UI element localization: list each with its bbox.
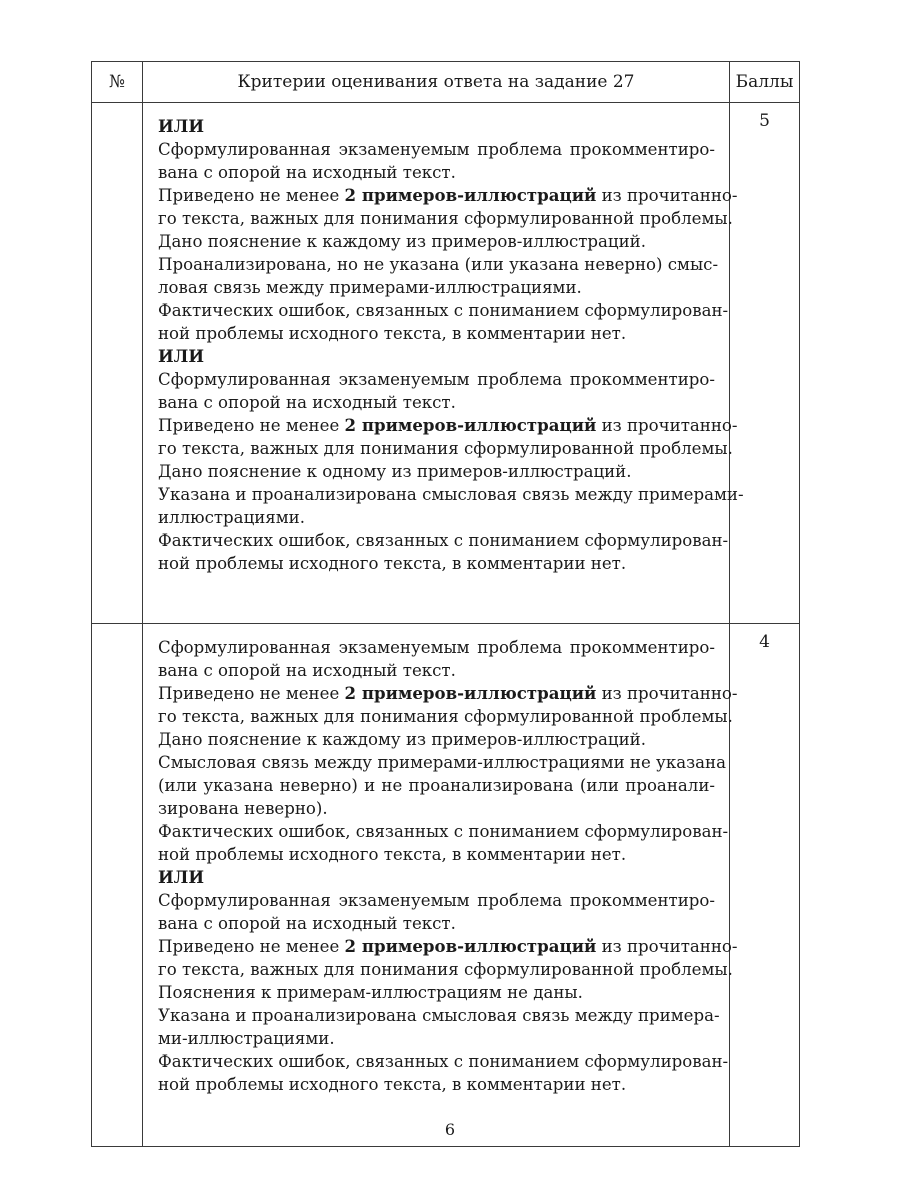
criteria-cell <box>143 103 744 624</box>
criteria-line: Сформулированная экзаменуемым проблема прокомментиро- <box>158 370 715 389</box>
criteria-line: го текста, важных для понимания сформулированной проблемы. <box>158 960 733 979</box>
line-text: Приведено не менее <box>158 937 345 956</box>
page-number: 6 <box>444 1120 456 1139</box>
criteria-line: ной проблемы исходного текста, в комментарии нет. <box>158 554 627 573</box>
criteria-line <box>158 935 738 958</box>
criteria-line: вана с опорой на исходный текст. <box>158 661 456 680</box>
criteria-line: Сформулированная экзаменуемым проблема прокомментиро- <box>158 140 715 159</box>
line-text: из прочитанно- <box>596 186 738 205</box>
line-text: Приведено не менее <box>158 416 345 435</box>
criteria-line: ной проблемы исходного текста, в комментарии нет. <box>158 1075 627 1094</box>
table-header-row <box>92 62 800 103</box>
header-criteria: Критерии оценивания ответа на задание 27 <box>143 62 730 103</box>
criteria-line: го текста, важных для понимания сформулированной проблемы. <box>158 439 733 458</box>
criteria-line: ной проблемы исходного текста, в комментарии нет. <box>158 324 627 343</box>
ili-label: ИЛИ <box>158 346 205 366</box>
header-score: Баллы <box>730 62 800 103</box>
criteria-line <box>158 414 738 437</box>
criteria-line: ми-иллюстрациями. <box>158 1029 335 1048</box>
criteria-line: Сформулированная экзаменуемым проблема прокомментиро- <box>158 891 715 910</box>
criteria-line: Дано пояснение к одному из примеров-иллюстраций. <box>158 462 632 481</box>
ili-label: ИЛИ <box>158 867 205 887</box>
criteria-table <box>91 61 800 1147</box>
criteria-line: Смысловая связь между примерами-иллюстрациями не указана <box>158 753 726 772</box>
criteria-line <box>158 682 738 705</box>
criteria-line: Фактических ошибок, связанных с пониманием сформулирован- <box>158 822 729 841</box>
line-text: Приведено не менее <box>158 684 345 703</box>
criteria-line: вана с опорой на исходный текст. <box>158 393 456 412</box>
criteria-line: иллюстрациями. <box>158 508 306 527</box>
criteria-line: Сформулированная экзаменуемым проблема прокомментиро- <box>158 638 715 657</box>
line-bold-text: 2 примеров-иллюстраций <box>344 683 597 703</box>
header-num: № <box>92 62 143 103</box>
criteria-line: го текста, важных для понимания сформулированной проблемы. <box>158 707 733 726</box>
criteria-line: го текста, важных для понимания сформулированной проблемы. <box>158 209 733 228</box>
criteria-line: Фактических ошибок, связанных с пониманием сформулирован- <box>158 1052 729 1071</box>
criteria-line: Пояснения к примерам-иллюстрациям не даны. <box>158 983 583 1002</box>
row-num-cell <box>92 103 143 624</box>
table-row <box>92 103 800 624</box>
table-row <box>92 624 800 1147</box>
criteria-line: ловая связь между примерами-иллюстрациями. <box>158 278 582 297</box>
line-text: Приведено не менее <box>158 186 345 205</box>
line-text: из прочитанно- <box>596 416 738 435</box>
line-bold-text: 2 примеров-иллюстраций <box>344 415 597 435</box>
row-num-cell <box>92 624 143 1147</box>
line-bold-text: 2 примеров-иллюстраций <box>344 185 597 205</box>
line-text: из прочитанно- <box>596 937 738 956</box>
ili-label: ИЛИ <box>158 116 205 136</box>
criteria-line: Фактических ошибок, связанных с пониманием сформулирован- <box>158 531 729 550</box>
line-text: из прочитанно- <box>596 684 738 703</box>
line-bold-text: 2 примеров-иллюстраций <box>344 936 597 956</box>
score-cell: 4 <box>730 624 800 1147</box>
criteria-line: Дано пояснение к каждому из примеров-иллюстраций. <box>158 232 647 251</box>
criteria-line: Указана и проанализирована смысловая связь между примера- <box>158 1006 720 1025</box>
criteria-line: Фактических ошибок, связанных с пониманием сформулирован- <box>158 301 729 320</box>
criteria-line: вана с опорой на исходный текст. <box>158 914 456 933</box>
score-cell: 5 <box>730 103 800 624</box>
criteria-line <box>158 184 738 207</box>
criteria-line: Дано пояснение к каждому из примеров-иллюстраций. <box>158 730 647 749</box>
criteria-line: (или указана неверно) и не проанализирована (или проанали- <box>158 776 715 795</box>
criteria-line: ной проблемы исходного текста, в комментарии нет. <box>158 845 627 864</box>
criteria-line: Проанализирована, но не указана (или указана неверно) смыс- <box>158 255 719 274</box>
criteria-line: Указана и проанализирована смысловая связь между примерами- <box>158 485 744 504</box>
criteria-line: зирована неверно). <box>158 799 328 818</box>
criteria-line: вана с опорой на исходный текст. <box>158 163 456 182</box>
criteria-cell <box>143 624 738 1147</box>
